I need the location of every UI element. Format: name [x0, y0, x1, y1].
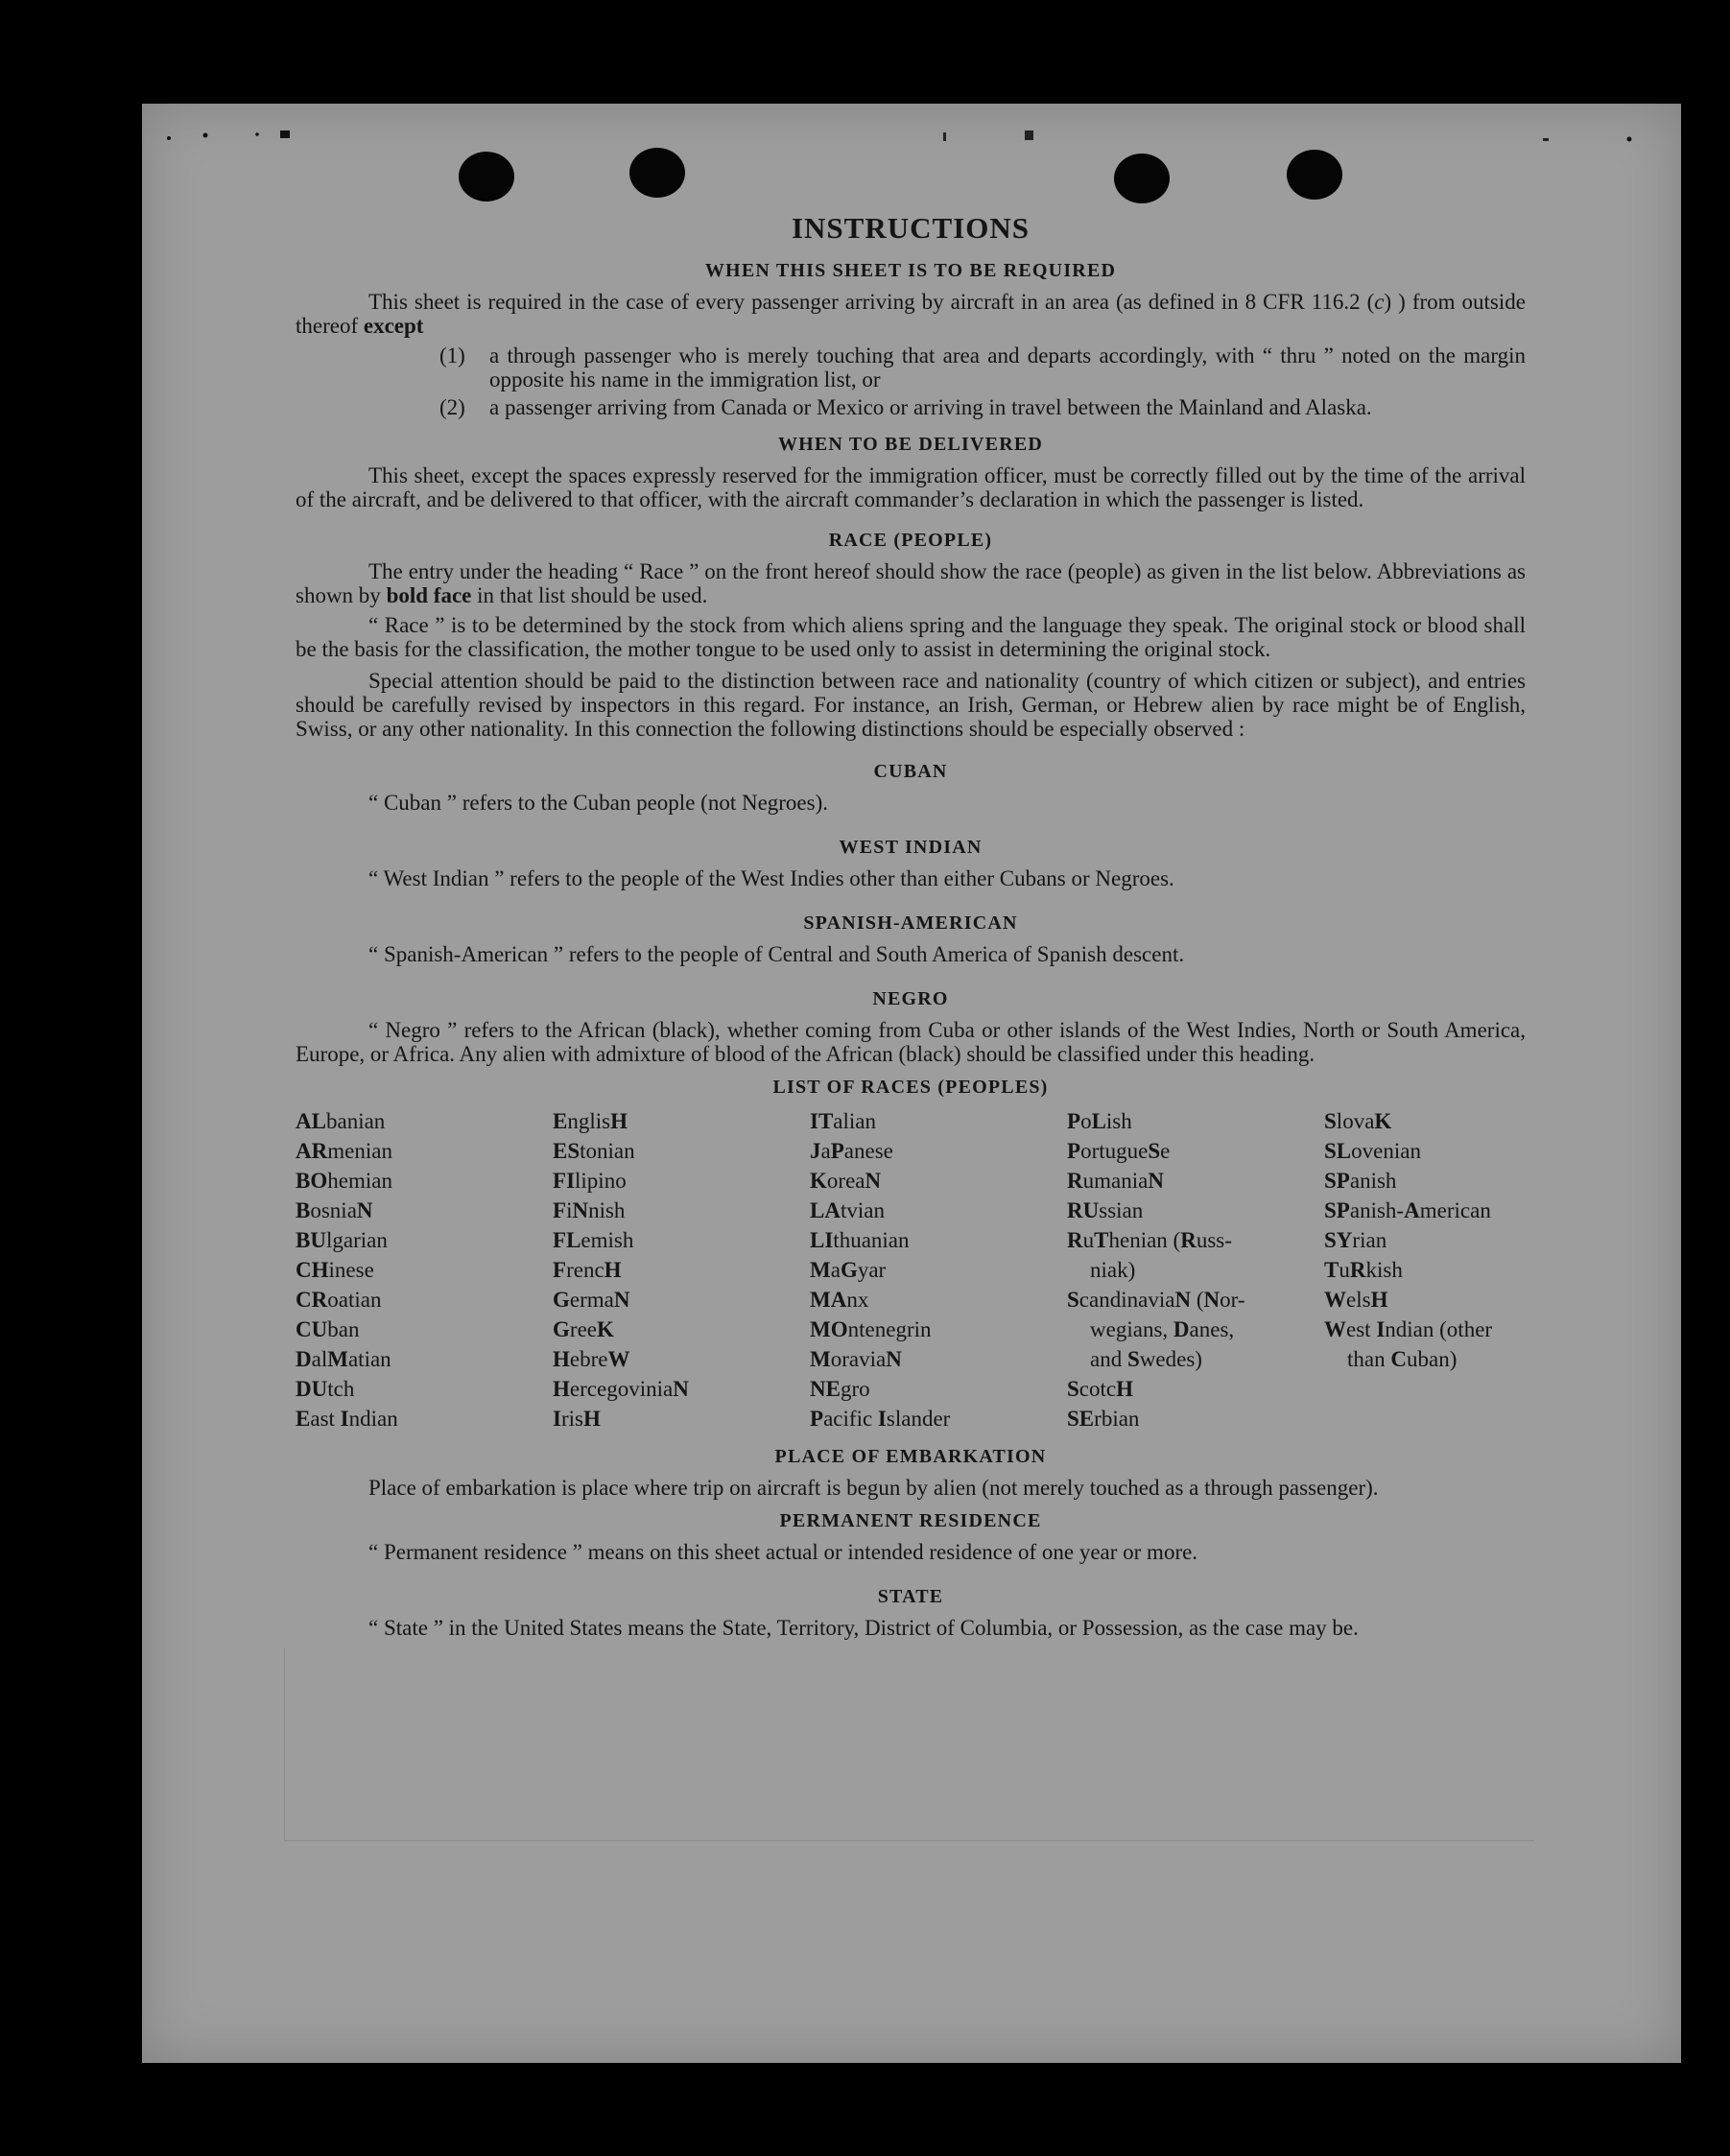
section-heading-cuban: CUBAN: [873, 761, 948, 782]
race-entry: GermaN: [553, 1288, 630, 1312]
race-entry: MOntenegrin: [810, 1317, 932, 1341]
race-entry: DalMatian: [296, 1347, 391, 1371]
race-entry: SErbian: [1067, 1407, 1140, 1431]
race-entry: PortugueSe: [1067, 1139, 1171, 1163]
race-entry: ScotcH: [1067, 1377, 1134, 1401]
race-list: [296, 1106, 1526, 1433]
race-entry: LIthuanian: [810, 1228, 910, 1252]
spanish-american-text: “ Spanish-American ” refers to the people of Central and South America of Spanish descent.: [368, 942, 1185, 966]
race-entry: JaPanese: [810, 1139, 893, 1163]
race-entry: HebreW: [553, 1347, 630, 1371]
race-entry: RumaniaN: [1067, 1169, 1164, 1193]
required-intro: This sheet is required in the case of every passenger arriving by aircraft in an area (as defined in 8 CFR 116.2 (c) ) from outside thereof except: [296, 290, 1526, 338]
instructions-content: [296, 211, 1526, 1642]
race-column: [1324, 1106, 1526, 1433]
race-entry: MaGyar: [810, 1258, 887, 1282]
table-frame-lines: [284, 1648, 1534, 1841]
cuban-text: “ Cuban ” refers to the Cuban people (not Negroes).: [368, 791, 829, 815]
race-entry: wegians, Danes,: [1090, 1317, 1235, 1341]
residence-text: “ Permanent residence ” means on this sheet actual or intended residence of one year or more.: [368, 1540, 1198, 1564]
section-heading-embarkation: PLACE OF EMBARKATION: [774, 1446, 1047, 1467]
race-entry: SYrian: [1324, 1228, 1387, 1252]
list-text: a passenger arriving from Canada or Mexico or arriving in travel between the Mainland and Alaska.: [489, 395, 1372, 419]
race-paragraph-2: “ Race ” is to be determined by the stock from which aliens spring and the language they speak. The original stock or blood shall be the basis for the classification, the mother tongue to be used only to assist in determining the original stock.: [296, 613, 1526, 661]
race-entry: MoraviaN: [810, 1347, 902, 1371]
list-number: (1): [439, 344, 465, 367]
race-entry: KoreaN: [810, 1169, 882, 1193]
section-heading-delivered: WHEN TO BE DELIVERED: [777, 434, 1044, 455]
race-entry: RuThenian (Russ-: [1067, 1228, 1232, 1252]
race-entry: Pacific Islander: [810, 1407, 951, 1431]
race-entry: NEgro: [810, 1377, 870, 1401]
race-entry: SLovenian: [1324, 1139, 1421, 1163]
race-entry: CUban: [296, 1317, 360, 1341]
race-column: [553, 1106, 810, 1433]
exception-list: [296, 344, 1526, 419]
race-entry: RUssian: [1067, 1198, 1144, 1222]
race-entry: ScandinaviaN (Nor-: [1067, 1288, 1245, 1312]
list-item: [439, 395, 1526, 419]
race-entry: ITalian: [810, 1109, 877, 1133]
race-entry: EStonian: [553, 1139, 635, 1163]
race-entry: FrencH: [553, 1258, 622, 1282]
race-entry: ALbanian: [296, 1109, 386, 1133]
list-number: (2): [439, 395, 465, 419]
race-paragraph-3: Special attention should be paid to the distinction between race and nationality (country of which citizen or subject), and entries should be carefully revised by inspectors in this regard. For instance, an Irish, German, or Hebrew alien by race might be of English, Swiss, or any other nationality. In this connection the following distinctions should be especially observed :: [296, 669, 1526, 741]
race-entry: FLemish: [553, 1228, 634, 1252]
list-item: [439, 344, 1526, 391]
race-entry: HercegoviniaN: [553, 1377, 689, 1401]
race-entry: EnglisH: [553, 1109, 628, 1133]
race-entry: DUtch: [296, 1377, 355, 1401]
race-entry: FiNnish: [553, 1198, 626, 1222]
west-indian-text: “ West Indian ” refers to the people of the West Indies other than either Cubans or Negroes.: [368, 866, 1174, 890]
page-title: INSTRUCTIONS: [791, 211, 1030, 245]
section-heading-residence: PERMANENT RESIDENCE: [779, 1510, 1042, 1531]
embarkation-text: Place of embarkation is place where trip on aircraft is begun by alien (not merely touched as a through passenger).: [368, 1476, 1379, 1500]
section-heading-negro: NEGRO: [872, 988, 949, 1009]
edge-specks: [142, 104, 1681, 161]
race-paragraph-1: The entry under the heading “ Race ” on the front hereof should show the race (people) as given in the list below. Abbreviations as shown by bold face in that list should be used.: [296, 559, 1526, 607]
race-entry: BosniaN: [296, 1198, 373, 1222]
race-entry: BUlgarian: [296, 1228, 388, 1252]
race-entry: FIlipino: [553, 1169, 627, 1193]
race-entry: ARmenian: [296, 1139, 392, 1163]
race-entry: niak): [1090, 1258, 1136, 1282]
race-entry: West Indian (other: [1324, 1317, 1493, 1341]
section-heading-state: STATE: [877, 1586, 944, 1607]
section-heading-spanish-american: SPANISH-AMERICAN: [803, 912, 1018, 934]
negro-text: “ Negro ” refers to the African (black), whether coming from Cuba or other islands of the West Indies, North or South America, Europe, or Africa. Any alien with admixture of blood of the African (black) should be classified under this heading.: [296, 1018, 1526, 1066]
section-heading-list-of-races: LIST OF RACES (PEOPLES): [772, 1077, 1049, 1098]
race-entry: BOhemian: [296, 1169, 392, 1193]
document-sheet: [142, 104, 1681, 2063]
race-entry: SPanish-American: [1324, 1198, 1491, 1222]
race-entry: PoLish: [1067, 1109, 1132, 1133]
race-column: [296, 1106, 553, 1433]
race-entry: and Swedes): [1090, 1347, 1202, 1371]
race-entry: LAtvian: [810, 1198, 885, 1222]
race-entry: East Indian: [296, 1407, 398, 1431]
race-column: [1067, 1106, 1324, 1433]
race-entry: GreeK: [553, 1317, 614, 1341]
race-entry: SlovaK: [1324, 1109, 1392, 1133]
section-heading-race: RACE (PEOPLE): [828, 530, 993, 551]
race-entry: CHinese: [296, 1258, 374, 1282]
race-entry: TuRkish: [1324, 1258, 1403, 1282]
list-text: a through passenger who is merely touching that area and departs accordingly, with “ thru ” noted on the margin opposite his name in the immigration list, or: [489, 344, 1526, 391]
section-heading-west-indian: WEST INDIAN: [839, 837, 983, 858]
race-column: [810, 1106, 1067, 1433]
race-entry: WelsH: [1324, 1288, 1388, 1312]
race-entry: CRoatian: [296, 1288, 382, 1312]
delivered-text: This sheet, except the spaces expressly reserved for the immigration officer, must be correctly filled out by the time of the arrival of the aircraft, and be delivered to that officer, with the aircraft commander’s declaration in which the passenger is listed.: [296, 463, 1526, 511]
race-entry: SPanish: [1324, 1169, 1397, 1193]
race-entry: IrisH: [553, 1407, 601, 1431]
state-text: “ State ” in the United States means the State, Territory, District of Columbia, or Possession, as the case may be.: [368, 1616, 1359, 1640]
race-entry: than Cuban): [1347, 1347, 1457, 1371]
race-entry: MAnx: [810, 1288, 869, 1312]
section-heading-required: WHEN THIS SHEET IS TO BE REQUIRED: [704, 260, 1117, 281]
